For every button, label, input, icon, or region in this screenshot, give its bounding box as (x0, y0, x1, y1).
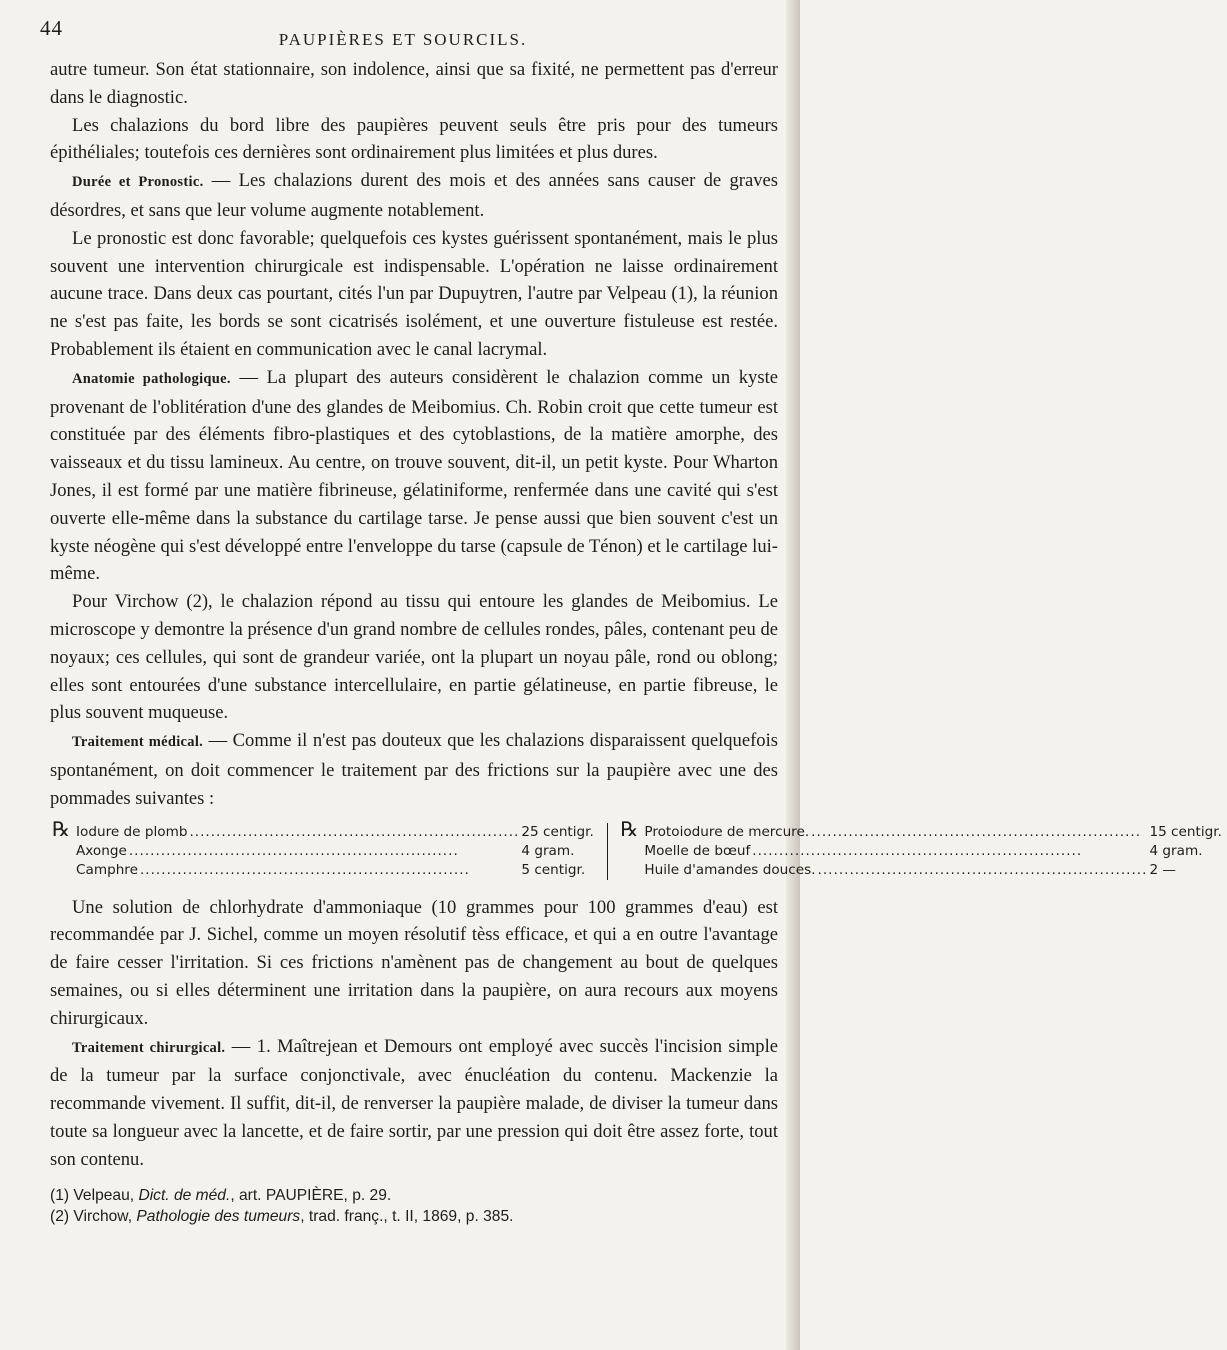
paragraph-chlorhydrate: Une solution de chlorhydrate d'ammoniaque (10 grammes pour 100 grammes d'eau) est recommandée par J. Sichel, comme un moyen résolutif tèss efficace, et qui a en outre l'avantage de faire cesser l'irritation. Si ces frictions n'amènent pas de changement au bout de quelques semaines, ou si elles déterminent une irritation dans la paupière, on aura recours aux moyens chirurgicaux. (50, 896, 778, 1029)
footnote-1-suffix: , art. PAUPIÈRE, p. 29. (230, 1187, 392, 1205)
paragraph-pronostic: Le pronostic est donc favorable; quelquefois ces kystes guérissent spontanément, mais le plus souvent une intervention chirurgicale est indispensable. L'opération ne laisse ordinairement aucune trace. Dans deux cas pourtant, cités l'un par Dupuytren, l'autre par Velpeau (1), la réunion ne s'est pas faite, les bords se sont cicatrisés isolément, et une ouverture fistuleuse est restée. Probablement ils étaient en communication avec le canal lacrymal. (50, 227, 778, 360)
section-text-chirurgical: — 1. Maîtrejean et Demours ont employé avec succès l'incision simple de la tumeur par la surface conjonctivale, avec énucléation du contenu. Mackenzie la recommande vivement. Il suffit, dit-il, de renverser la paupière malade, de diviser la tumeur dans toute sa longueur avec la lancette, et de faire sortir, par une pression qui doit être assez forte, tout son contenu. (50, 1035, 778, 1170)
page-header (40, 16, 766, 52)
ingredient-qty: 15 centigr. (1149, 823, 1222, 840)
footnote-2-title: Pathologie des tumeurs (136, 1208, 301, 1226)
ingredient-row (76, 842, 599, 861)
ingredient-qty: 2 — (1149, 861, 1177, 878)
section-text-anatomie: — La plupart des auteurs considèrent le chalazion comme un kyste provenant de l'oblitération d'une des glandes de Meibomius. Ch. Robin croit que cette tumeur est constituée par des éléments fibro-plastiques et des cytoblastions, de la matière amorphe, des vaisseaux et du tissu lamineux. Au centre, on trouve souvent, dit-il, un petit kyste. Pour Wharton Jones, il est formé par une matière fibrineuse, gélatiniforme, renfermée dans une cavité qui s'est ouverte elle-même dans la substance du cartilage tarse. Je pense aussi que bien souvent c'est un kyste néogène qui s'est développé entre l'enveloppe du tarse (capsule de Ténon) et le cartilage lui-même. (50, 366, 778, 585)
footnote-2-suffix: , trad. franç., t. II, 1869, p. 385. (300, 1208, 514, 1226)
ingredient-qty: 25 centigr. (521, 823, 594, 840)
ingredient-name: Camphre (76, 861, 138, 878)
leader-dots (752, 842, 1147, 861)
recipe-right (618, 816, 1227, 880)
section-heading-duree: Durée et Pronostic. (72, 174, 204, 191)
footnote-1-prefix: (1) Velpeau, (50, 1187, 139, 1205)
page-edge (786, 0, 800, 1350)
footnote-2 (50, 1206, 778, 1227)
footnote-1-title: Dict. de méd. (138, 1187, 231, 1205)
leader-dots (811, 823, 1147, 842)
rx-icon: ℞ (620, 816, 639, 841)
section-traitement-medical (50, 727, 778, 812)
ingredient-name: Moelle de bœuf (644, 842, 751, 859)
paragraph-diagnostic-end: autre tumeur. Son état stationnaire, son indolence, ainsi que sa fixité, ne permettent pas d'erreur dans le diagnostic. (50, 59, 778, 108)
footnote-2-prefix: (2) Virchow, (50, 1208, 137, 1226)
ingredient-name: Axonge (76, 842, 127, 859)
section-duree-pronostic (50, 167, 778, 225)
rx-icon: ℞ (52, 816, 70, 841)
section-traitement-chirurgical (50, 1033, 778, 1174)
ingredient-qty: 4 gram. (521, 842, 575, 859)
body-text (50, 56, 1222, 1227)
recipe-left (50, 816, 608, 880)
ingredient-name: Protoiodure de mercure. (644, 823, 810, 840)
leader-dots (129, 842, 520, 861)
paragraph-epithelial: Les chalazions du bord libre des paupières peuvent seuls être pris pour des tumeurs épithéliales; toutefois ces dernières sont ordinairement plus limitées et plus dures. (50, 114, 778, 164)
section-text-medical: — Comme il n'est pas douteux que les chalazions disparaissent quelquefois spontanément, on doit commencer le traitement par des frictions sur la paupière avec une des pommades suivantes : (50, 730, 778, 809)
ingredient-qty: 4 gram. (1149, 842, 1203, 859)
leader-dots (140, 861, 519, 880)
page-number: 44 (40, 16, 63, 40)
ingredient-row (76, 861, 599, 880)
ingredient-row (644, 823, 1227, 842)
paragraph-virchow: Pour Virchow (2), le chalazion répond au tissu qui entoure les glandes de Meibomius. Le microscope y demontre la présence d'un grand nombre de cellules rondes, pâles, contenant peu de noyaux; ces cellules, qui sont de grandeur variée, ont la plupart un noyau pâle, rond ou oblong; elles sont entourées d'une substance intercellulaire, en partie gélatineuse, en partie fibreuse, le plus souvent muqueuse. (50, 591, 778, 724)
running-head: PAUPIÈRES ET SOURCILS. (278, 30, 528, 49)
recipes-table (50, 816, 1222, 880)
ingredient-qty: 5 centigr. (521, 861, 586, 878)
leader-dots (818, 861, 1148, 880)
footnotes (50, 1185, 778, 1227)
section-heading-medical: Traitement médical. (72, 734, 204, 751)
leader-dots (189, 823, 519, 842)
section-anatomie (50, 364, 778, 588)
ingredient-row (76, 823, 599, 842)
section-heading-chirurgical: Traitement chirurgical. (72, 1039, 226, 1056)
ingredient-row (644, 842, 1227, 861)
section-text-duree: — Les chalazions durent des mois et des années sans causer de graves désordres, et sans que leur volume augmente notablement. (50, 170, 778, 221)
footnote-1 (50, 1185, 778, 1206)
ingredient-row (644, 861, 1227, 880)
ingredient-name: Iodure de plomb (76, 823, 188, 840)
section-heading-anatomie: Anatomie pathologique. (72, 370, 231, 387)
ingredient-name: Huile d'amandes douces. (644, 861, 816, 878)
